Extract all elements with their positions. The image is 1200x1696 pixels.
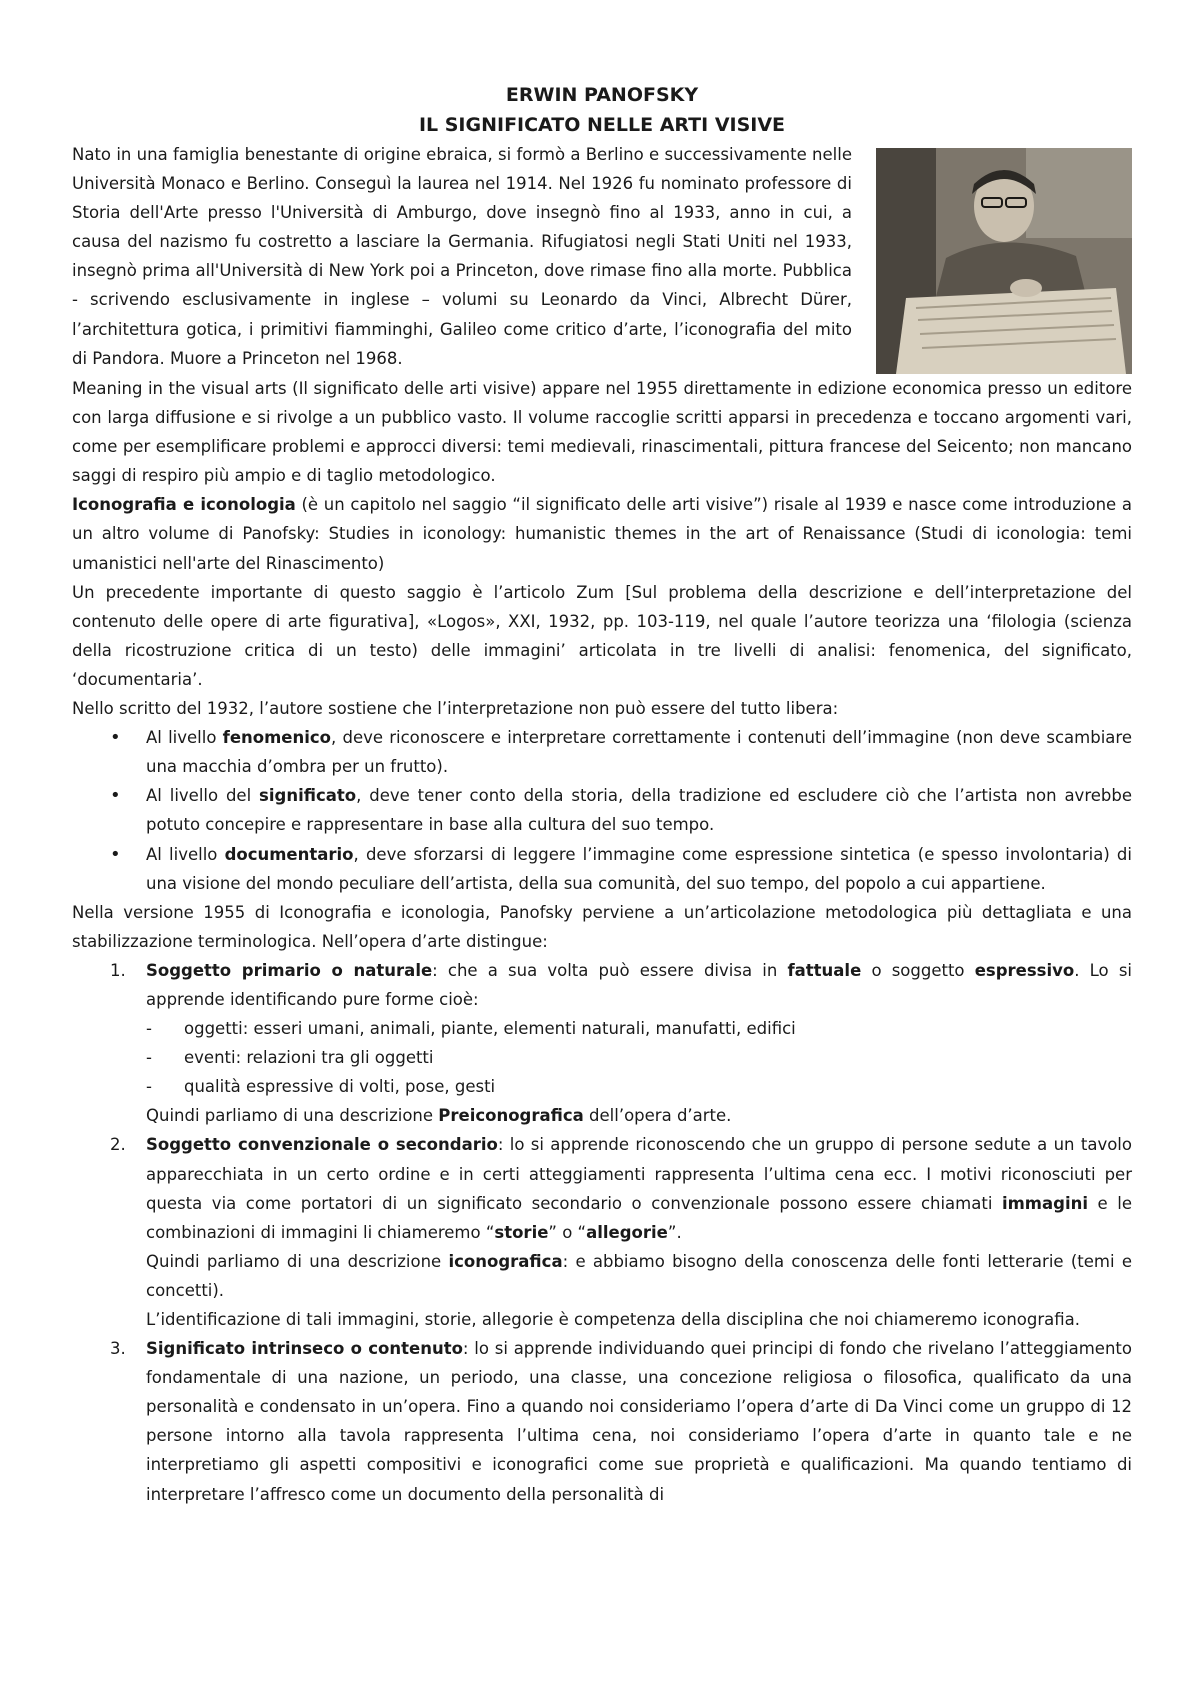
zum-paragraph: Un precedente importante di questo saggio è l’articolo Zum [Sul problema della descrizione e dell’interpretazione del contenuto delle opere di arte figurativa], «Logos», XXI, 1932, pp. 103-119, nel quale l’autore teorizza una ‘filologia (scienza della ricostruzione critica di un testo) delle immagini’ articolata in tre livelli di analisi: fenomenica, del significato, ‘documentaria’. [72,582,1132,689]
list-item [72,723,1132,781]
iconografia-paragraph [72,490,1132,577]
level-text: : che a sua volta può essere divisa in [432,960,788,980]
bullet-text: , deve riconoscere e interpretare correttamente i contenuti dell’immagine (non deve scambiare una macchia d’ombra per un frutto). [146,728,1132,777]
level-term: Soggetto primario o naturale [146,960,433,980]
level-item-2 [72,1130,1132,1334]
level-term: Soggetto convenzionale o secondario [146,1135,498,1155]
list-item: - oggetti: esseri umani, animali, piante, elementi naturali, manufatti, edifici [146,1014,1132,1043]
bio-paragraph: Nato in una famiglia benestante di origine ebraica, si formò a Berlino e successivamente nelle Università Monaco e Berlino. Conseguì la laurea nel 1914. Nel 1926 fu nominato professore di Storia dell'Arte presso l'Università di Amburgo, dove insegnò fino al 1933, anno in cui, a causa del nazismo fu costretto a lasciare la Germania. Rifugiatosi negli Stati Uniti nel 1933, insegnò prima all'Università di New York poi a Princeton, dove rimase fino alla morte. Pubblica - scrivendo esclusivamente in inglese – volumi su Leonardo da Vinci, Albrecht Dürer, l’architettura gotica, i primitivi fiamminghi, Galileo come critico d’arte, l’iconografia del mito di Pandora. Muore a Princeton nel 1968. [72,145,852,368]
list-item: - qualità espressive di volti, pose, gesti [146,1072,1132,1101]
level-text: ”. [667,1222,682,1242]
bullet-text: Al livello [146,728,223,748]
level-conclusion: L’identificazione di tali immagini, storie, allegorie è competenza della disciplina che noi chiameremo iconografia. [146,1310,1081,1329]
list-item [72,840,1132,898]
iconografia-bold: Iconografia e iconologia [72,495,296,515]
level-term: storie [494,1222,549,1242]
bullet-term: significato [259,786,357,806]
level-term: fattuale [787,960,862,980]
list-item [72,781,1132,839]
level-text: dell’opera d’arte. [583,1106,732,1126]
level-term: immagini [1001,1193,1088,1213]
document-title-work: IL SIGNIFICATO NELLE ARTI VISIVE [418,114,786,136]
level-text: : lo si apprende individuando quei principi di fondo che rivelano l’atteggiamento fondamentale di una nazione, un periodo, una classe, una concezione religiosa o filosofica, qualificato da una personalità e condensato in un’opera. Fino a quando noi consideriamo l’opera d’arte di Da Vinci come un gruppo di 12 persone intorno alla tavola rappresenta l’ultima cena, noi consideriamo l’opera d’arte in quanto tale e ne interpretiamo gli aspetti compositivi e iconografici come sue proprietà e qualificazioni. Ma quando tentiamo di interpretare l’affresco come un documento della personalità di [146,1339,1132,1504]
level-text: ” o “ [548,1222,587,1242]
level-term: Significato intrinseco o contenuto [146,1339,463,1359]
level-text: . Lo si apprende identificando pure forme cioè: [146,960,1133,1009]
iconografia-text: (è un capitolo nel saggio “il significato delle arti visive”) risale al 1939 e nasce come introduzione a un altro volume di Panofsky: Studies in iconology: humanistic themes in the art of Renaissance (Studi di iconologia: temi umanistici nell'arte del Rinascimento) [72,495,1132,573]
level-text: : e abbiamo bisogno della conoscenza delle fonti letterarie (temi e concetti). [146,1251,1133,1300]
bullet-text: Al livello [146,844,225,864]
intro-section [72,140,1132,374]
versione-1955-paragraph: Nella versione 1955 di Iconografia e iconologia, Panofsky perviene a un’articolazione metodologica più dettagliata e una stabilizzazione terminologica. Nell’opera d’arte distingue: [72,902,1132,951]
level-term: iconografica [448,1251,563,1271]
portrait-image [876,148,1132,374]
levels-list [72,956,1132,1509]
level-number: 3. [110,1339,126,1359]
level-number: 1. [110,960,126,980]
level-text: : lo si apprende riconoscendo che un gruppo di persone sedute a un tavolo apparecchiata in un certo ordine e in certi atteggiamenti rappresenta l’ultima cena ecc. I motivi riconosciuti per questa via come portatori di un significato secondario o convenzionale possono essere chiamati [146,1135,1132,1213]
list-item: - eventi: relazioni tra gli oggetti [146,1043,1132,1072]
document-page [72,80,1132,1509]
level-term: Preiconografica [438,1106,584,1126]
meaning-paragraph: Meaning in the visual arts (Il significato delle arti visive) appare nel 1955 direttamente in edizione economica presso un editore con larga diffusione e si rivolge a un pubblico vasto. Il volume raccoglie scritti apparsi in precedenza e toccano argomenti vari, come per esemplificare problemi e approcci diversi: temi medievali, rinascimentali, pittura francese del Seicento; non mancano saggi di respiro più ampio e di taglio metodologico. [72,379,1132,486]
bullet-text: , deve tener conto della storia, della tradizione ed escludere ciò che l’artista non avrebbe potuto concepire e rappresentare in base alla cultura del suo tempo. [146,786,1132,835]
dash-list [146,1014,1132,1101]
bullet-term: documentario [224,844,354,864]
level-number: 2. [110,1135,126,1155]
bullet-text: , deve sforzarsi di leggere l’immagine come espressione sintetica (e spesso involontaria) di una visione del mondo peculiare dell’artista, della sua comunità, del suo tempo, del popolo a cui appartiene. [146,844,1132,893]
panofsky-photo [876,148,1132,374]
level-text: e le combinazioni di immagini li chiameremo “ [146,1193,1132,1242]
level-conclusion [146,1101,1132,1130]
level-text: Quindi parliamo di una descrizione [146,1106,439,1126]
level-text: Quindi parliamo di una descrizione [146,1251,449,1271]
level-term: espressivo [974,960,1075,980]
bullet-term: fenomenico [222,728,332,748]
bullet-text: Al livello del [146,786,260,806]
document-title-author: ERWIN PANOFSKY [505,84,699,106]
level-text: o soggetto [861,960,975,980]
scritto-1932-paragraph: Nello scritto del 1932, l’autore sostiene che l’interpretazione non può essere del tutto libera: [72,699,839,719]
level-item-1 [72,956,1132,1131]
level-item-3 [72,1334,1132,1509]
level-term: allegorie [586,1222,668,1242]
bullet-list [72,723,1132,898]
level-conclusion [146,1247,1132,1305]
